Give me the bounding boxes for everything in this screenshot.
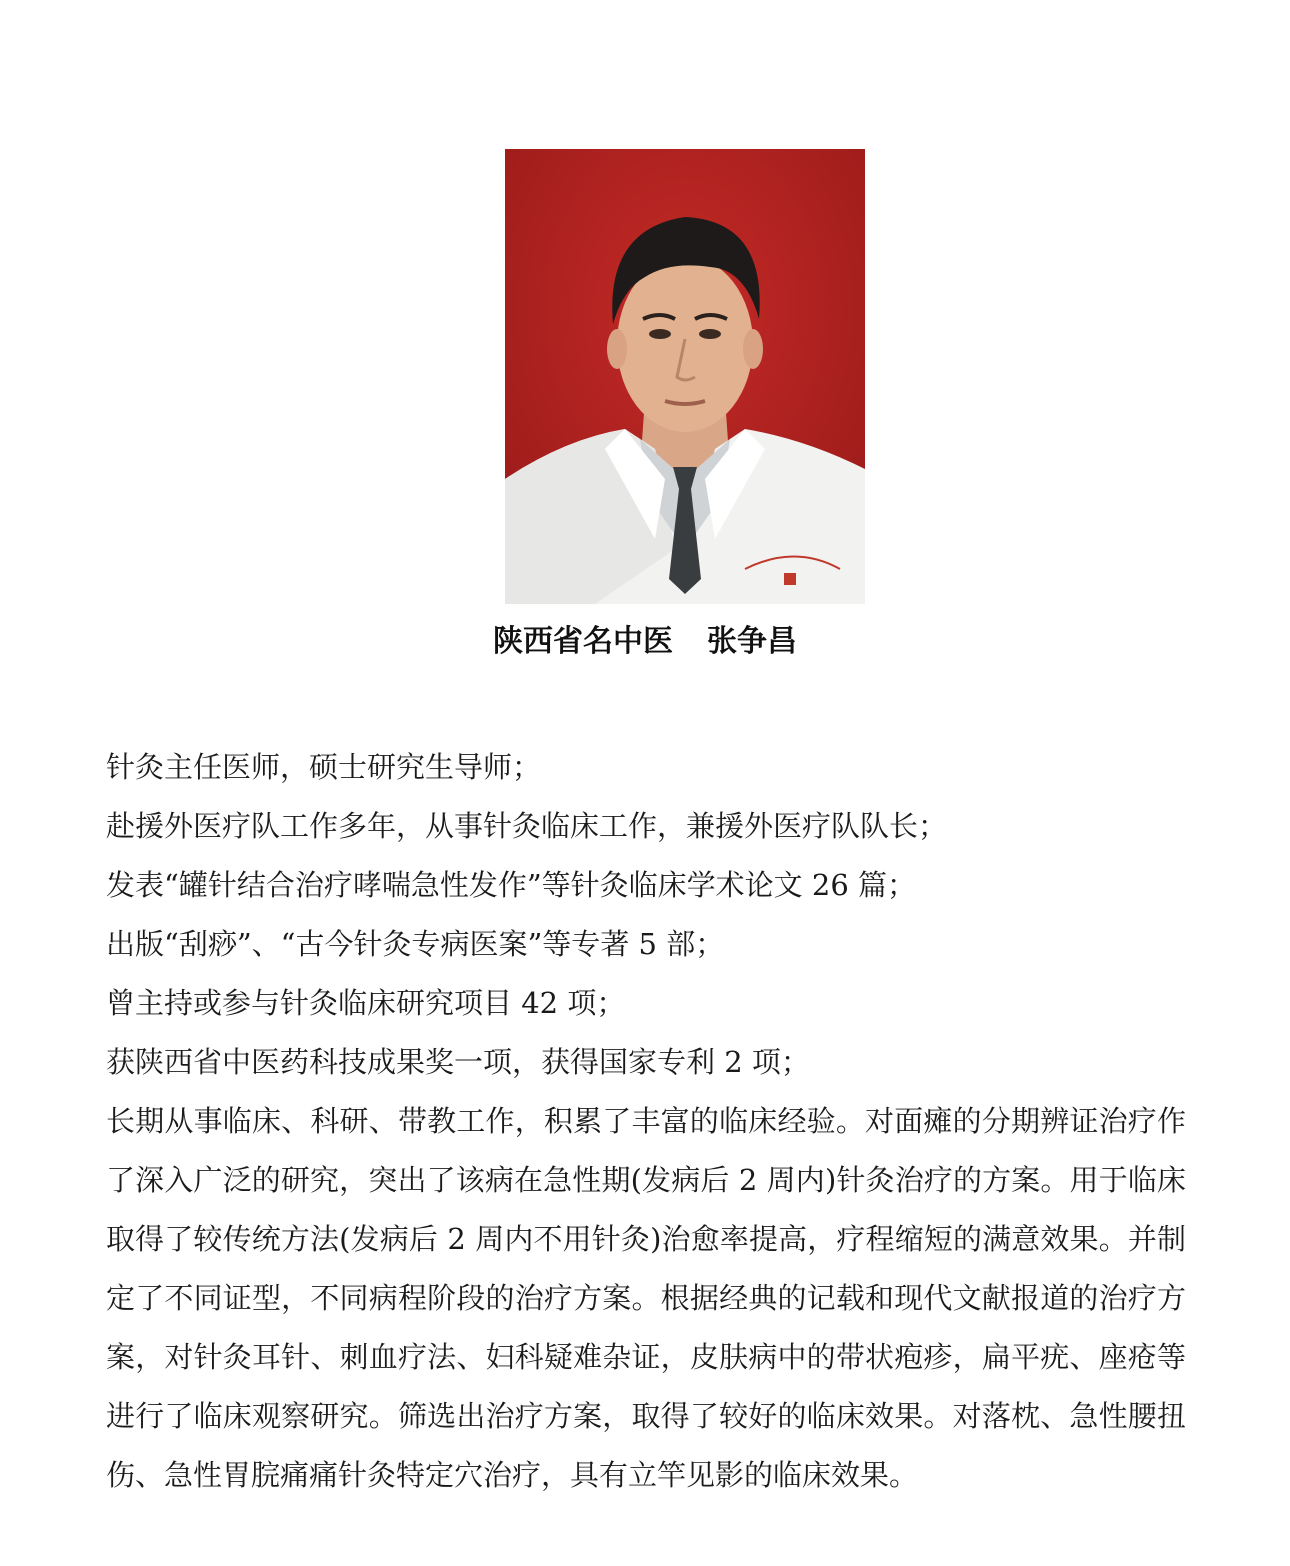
doctor-portrait: [505, 149, 865, 604]
caption-title: 陕西省名中医: [493, 624, 673, 659]
portrait-illustration: [505, 149, 865, 604]
bio-line: 曾主持或参与针灸临床研究项目 42 项；: [106, 986, 626, 1020]
bio-line: 赴援外医疗队工作多年，从事针灸临床工作，兼援外医疗队队长；: [106, 809, 948, 843]
bio-list: [106, 738, 1186, 1092]
bio-line: 出版“刮痧”、“古今针灸专病医案”等专著 5 部；: [106, 927, 725, 961]
portrait-caption: [0, 620, 1290, 664]
bio-line: 发表“罐针结合治疗哮喘急性发作”等针灸临床学术论文 26 篇；: [106, 868, 916, 902]
bio-line: 针灸主任医师，硕士研究生导师；: [106, 750, 542, 784]
bio-line: 获陕西省中医药科技成果奖一项，获得国家专利 2 项；: [106, 1045, 810, 1079]
caption-name: 张争昌: [707, 624, 797, 659]
bio-paragraph: 长期从事临床、科研、带教工作，积累了丰富的临床经验。对面瘫的分期辨证治疗作了深入广泛的研究，突出了该病在急性期(发病后 2 周内)针灸治疗的方案。用于临床取得了较传统方法(发病后 2 周内不用针灸)治愈率提高，疗程缩短的满意效果。并制定了不同证型，不同病程阶段的治疗方案。根据经典的记载和现代文献报道的治疗方案，对针灸耳针、刺血疗法、妇科疑难杂证，皮肤病中的带状疱疹，扁平疣、座疮等进行了临床观察研究。筛选出治疗方案，取得了较好的临床效果。对落枕、急性腰扭伤、急性胃脘痛痛针灸特定穴治疗，具有立竿见影的临床效果。: [106, 1104, 1186, 1492]
